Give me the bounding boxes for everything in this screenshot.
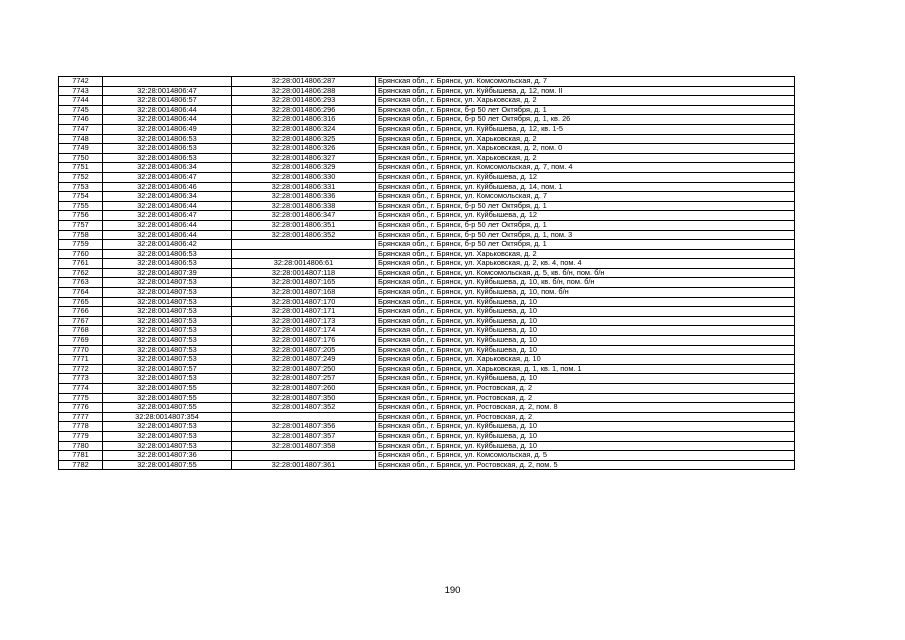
- row-number-cell: 7744: [59, 96, 103, 106]
- address-cell: Брянская обл., г. Брянск, б-р 50 лет Октября, д. 1: [376, 240, 795, 250]
- row-number-cell: 7769: [59, 336, 103, 346]
- object-cadastral-cell: 32:28:0014807:250: [232, 364, 376, 374]
- address-cell: Брянская обл., г. Брянск, ул. Комсомольская, д. 5, кв. б/н, пом. б/н: [376, 268, 795, 278]
- parent-cadastral-cell: 32:28:0014807:53: [103, 288, 232, 298]
- parent-cadastral-cell: 32:28:0014806:49: [103, 124, 232, 134]
- object-cadastral-cell: 32:28:0014806:61: [232, 259, 376, 269]
- object-cadastral-cell: 32:28:0014806:352: [232, 230, 376, 240]
- object-cadastral-cell: 32:28:0014807:171: [232, 307, 376, 317]
- table-row: [59, 230, 795, 240]
- object-cadastral-cell: 32:28:0014806:331: [232, 182, 376, 192]
- parent-cadastral-cell: 32:28:0014807:53: [103, 297, 232, 307]
- parent-cadastral-cell: 32:28:0014807:55: [103, 460, 232, 470]
- object-cadastral-cell: 32:28:0014807:357: [232, 431, 376, 441]
- parent-cadastral-cell: 32:28:0014806:42: [103, 240, 232, 250]
- object-cadastral-cell: 32:28:0014807:358: [232, 441, 376, 451]
- table-row: [59, 355, 795, 365]
- object-cadastral-cell: 32:28:0014806:347: [232, 211, 376, 221]
- parent-cadastral-cell: 32:28:0014807:55: [103, 384, 232, 394]
- address-cell: Брянская обл., г. Брянск, ул. Куйбышева, д. 10: [376, 297, 795, 307]
- address-cell: Брянская обл., г. Брянск, ул. Куйбышева, д. 10: [376, 336, 795, 346]
- table-row: [59, 77, 795, 87]
- address-cell: Брянская обл., г. Брянск, ул. Харьковская, д. 10: [376, 355, 795, 365]
- row-number-cell: 7772: [59, 364, 103, 374]
- table-row: [59, 374, 795, 384]
- address-cell: Брянская обл., г. Брянск, б-р 50 лет Октября, д. 1: [376, 105, 795, 115]
- table-row: [59, 288, 795, 298]
- object-cadastral-cell: 32:28:0014807:257: [232, 374, 376, 384]
- table-row: [59, 422, 795, 432]
- row-number-cell: 7763: [59, 278, 103, 288]
- object-cadastral-cell: 32:28:0014807:260: [232, 384, 376, 394]
- object-cadastral-cell: 32:28:0014806:325: [232, 134, 376, 144]
- object-cadastral-cell: 32:28:0014806:327: [232, 153, 376, 163]
- object-cadastral-cell: 32:28:0014807:173: [232, 316, 376, 326]
- row-number-cell: 7754: [59, 192, 103, 202]
- object-cadastral-cell: 32:28:0014806:296: [232, 105, 376, 115]
- address-cell: Брянская обл., г. Брянск, ул. Комсомольская, д. 7: [376, 77, 795, 87]
- object-cadastral-cell: 32:28:0014806:326: [232, 144, 376, 154]
- row-number-cell: 7779: [59, 431, 103, 441]
- row-number-cell: 7776: [59, 403, 103, 413]
- parent-cadastral-cell: 32:28:0014807:354: [103, 412, 232, 422]
- table-row: [59, 460, 795, 470]
- address-cell: Брянская обл., г. Брянск, б-р 50 лет Октября, д. 1: [376, 220, 795, 230]
- parent-cadastral-cell: 32:28:0014807:53: [103, 326, 232, 336]
- row-number-cell: 7766: [59, 307, 103, 317]
- parent-cadastral-cell: 32:28:0014807:53: [103, 355, 232, 365]
- address-cell: Брянская обл., г. Брянск, ул. Ростовская, д. 2: [376, 412, 795, 422]
- parent-cadastral-cell: 32:28:0014806:44: [103, 201, 232, 211]
- row-number-cell: 7746: [59, 115, 103, 125]
- address-cell: Брянская обл., г. Брянск, ул. Куйбышева, д. 10: [376, 345, 795, 355]
- row-number-cell: 7775: [59, 393, 103, 403]
- address-cell: Брянская обл., г. Брянск, б-р 50 лет Октября, д. 1, пом. 3: [376, 230, 795, 240]
- parent-cadastral-cell: 32:28:0014807:53: [103, 307, 232, 317]
- object-cadastral-cell: 32:28:0014807:350: [232, 393, 376, 403]
- address-cell: Брянская обл., г. Брянск, ул. Куйбышева, д. 10: [376, 441, 795, 451]
- object-cadastral-cell: [232, 240, 376, 250]
- object-cadastral-cell: [232, 249, 376, 259]
- object-cadastral-cell: 32:28:0014806:330: [232, 172, 376, 182]
- row-number-cell: 7757: [59, 220, 103, 230]
- row-number-cell: 7753: [59, 182, 103, 192]
- table-row: [59, 278, 795, 288]
- object-cadastral-cell: 32:28:0014807:165: [232, 278, 376, 288]
- table-row: [59, 192, 795, 202]
- parent-cadastral-cell: 32:28:0014806:53: [103, 249, 232, 259]
- parent-cadastral-cell: 32:28:0014806:47: [103, 172, 232, 182]
- address-cell: Брянская обл., г. Брянск, ул. Ростовская, д. 2, пом. 5: [376, 460, 795, 470]
- page-number: 190: [444, 585, 461, 596]
- parent-cadastral-cell: 32:28:0014806:44: [103, 105, 232, 115]
- address-cell: Брянская обл., г. Брянск, ул. Харьковская, д. 2: [376, 134, 795, 144]
- parent-cadastral-cell: 32:28:0014807:53: [103, 374, 232, 384]
- row-number-cell: 7782: [59, 460, 103, 470]
- address-cell: Брянская обл., г. Брянск, б-р 50 лет Октября, д. 1: [376, 201, 795, 211]
- row-number-cell: 7751: [59, 163, 103, 173]
- table-row: [59, 451, 795, 461]
- object-cadastral-cell: 32:28:0014806:293: [232, 96, 376, 106]
- parent-cadastral-cell: 32:28:0014807:55: [103, 403, 232, 413]
- row-number-cell: 7781: [59, 451, 103, 461]
- address-cell: Брянская обл., г. Брянск, ул. Куйбышева, д. 10: [376, 431, 795, 441]
- object-cadastral-cell: 32:28:0014806:329: [232, 163, 376, 173]
- row-number-cell: 7771: [59, 355, 103, 365]
- table-row: [59, 240, 795, 250]
- row-number-cell: 7777: [59, 412, 103, 422]
- address-cell: Брянская обл., г. Брянск, ул. Куйбышева, д. 10: [376, 374, 795, 384]
- parent-cadastral-cell: 32:28:0014807:57: [103, 364, 232, 374]
- parent-cadastral-cell: 32:28:0014806:47: [103, 86, 232, 96]
- parent-cadastral-cell: 32:28:0014806:46: [103, 182, 232, 192]
- parent-cadastral-cell: 32:28:0014806:44: [103, 115, 232, 125]
- table-row: [59, 182, 795, 192]
- object-cadastral-cell: 32:28:0014807:356: [232, 422, 376, 432]
- object-cadastral-cell: 32:28:0014806:324: [232, 124, 376, 134]
- table-row: [59, 144, 795, 154]
- row-number-cell: 7748: [59, 134, 103, 144]
- row-number-cell: 7759: [59, 240, 103, 250]
- parent-cadastral-cell: 32:28:0014806:53: [103, 134, 232, 144]
- table-row: [59, 364, 795, 374]
- parent-cadastral-cell: 32:28:0014807:53: [103, 278, 232, 288]
- object-cadastral-cell: 32:28:0014806:336: [232, 192, 376, 202]
- row-number-cell: 7743: [59, 86, 103, 96]
- table-row: [59, 115, 795, 125]
- row-number-cell: 7758: [59, 230, 103, 240]
- object-cadastral-cell: 32:28:0014806:338: [232, 201, 376, 211]
- address-cell: Брянская обл., г. Брянск, б-р 50 лет Октября, д. 1, кв. 26: [376, 115, 795, 125]
- row-number-cell: 7742: [59, 77, 103, 87]
- parent-cadastral-cell: 32:28:0014807:36: [103, 451, 232, 461]
- object-cadastral-cell: 32:28:0014806:351: [232, 220, 376, 230]
- table-row: [59, 163, 795, 173]
- parent-cadastral-cell: 32:28:0014807:55: [103, 393, 232, 403]
- address-cell: Брянская обл., г. Брянск, ул. Харьковская, д. 2: [376, 249, 795, 259]
- parent-cadastral-cell: [103, 77, 232, 87]
- parent-cadastral-cell: 32:28:0014806:53: [103, 144, 232, 154]
- table-row: [59, 431, 795, 441]
- register-table: [58, 76, 795, 470]
- address-cell: Брянская обл., г. Брянск, ул. Куйбышева, д. 12: [376, 172, 795, 182]
- parent-cadastral-cell: 32:28:0014806:53: [103, 153, 232, 163]
- table-row: [59, 220, 795, 230]
- object-cadastral-cell: 32:28:0014807:174: [232, 326, 376, 336]
- address-cell: Брянская обл., г. Брянск, ул. Куйбышева, д. 10: [376, 326, 795, 336]
- object-cadastral-cell: [232, 412, 376, 422]
- register-table-body: [59, 77, 795, 470]
- row-number-cell: 7761: [59, 259, 103, 269]
- object-cadastral-cell: 32:28:0014806:316: [232, 115, 376, 125]
- object-cadastral-cell: 32:28:0014807:205: [232, 345, 376, 355]
- object-cadastral-cell: 32:28:0014807:176: [232, 336, 376, 346]
- parent-cadastral-cell: 32:28:0014806:47: [103, 211, 232, 221]
- row-number-cell: 7778: [59, 422, 103, 432]
- address-cell: Брянская обл., г. Брянск, ул. Куйбышева, д. 10, кв. б/н, пом. б/н: [376, 278, 795, 288]
- row-number-cell: 7774: [59, 384, 103, 394]
- table-row: [59, 393, 795, 403]
- row-number-cell: 7749: [59, 144, 103, 154]
- row-number-cell: 7747: [59, 124, 103, 134]
- table-row: [59, 249, 795, 259]
- address-cell: Брянская обл., г. Брянск, ул. Ростовская, д. 2, пом. 8: [376, 403, 795, 413]
- parent-cadastral-cell: 32:28:0014806:53: [103, 259, 232, 269]
- address-cell: Брянская обл., г. Брянск, ул. Куйбышева, д. 12, кв. 1-5: [376, 124, 795, 134]
- table-row: [59, 336, 795, 346]
- address-cell: Брянская обл., г. Брянск, ул. Куйбышева, д. 10: [376, 422, 795, 432]
- row-number-cell: 7764: [59, 288, 103, 298]
- object-cadastral-cell: 32:28:0014807:249: [232, 355, 376, 365]
- parent-cadastral-cell: 32:28:0014807:53: [103, 336, 232, 346]
- table-row: [59, 86, 795, 96]
- address-cell: Брянская обл., г. Брянск, ул. Харьковская, д. 1, кв. 1, пом. 1: [376, 364, 795, 374]
- parent-cadastral-cell: 32:28:0014806:44: [103, 230, 232, 240]
- parent-cadastral-cell: 32:28:0014807:53: [103, 422, 232, 432]
- object-cadastral-cell: 32:28:0014807:361: [232, 460, 376, 470]
- object-cadastral-cell: 32:28:0014807:118: [232, 268, 376, 278]
- object-cadastral-cell: 32:28:0014807:352: [232, 403, 376, 413]
- address-cell: Брянская обл., г. Брянск, ул. Комсомольская, д. 5: [376, 451, 795, 461]
- address-cell: Брянская обл., г. Брянск, ул. Харьковская, д. 2, пом. 0: [376, 144, 795, 154]
- parent-cadastral-cell: 32:28:0014807:53: [103, 431, 232, 441]
- parent-cadastral-cell: 32:28:0014807:53: [103, 345, 232, 355]
- object-cadastral-cell: 32:28:0014807:170: [232, 297, 376, 307]
- table-row: [59, 412, 795, 422]
- table-row: [59, 172, 795, 182]
- parent-cadastral-cell: 32:28:0014806:34: [103, 192, 232, 202]
- address-cell: Брянская обл., г. Брянск, ул. Харьковская, д. 2: [376, 153, 795, 163]
- address-cell: Брянская обл., г. Брянск, ул. Куйбышева, д. 10: [376, 316, 795, 326]
- parent-cadastral-cell: 32:28:0014806:44: [103, 220, 232, 230]
- row-number-cell: 7745: [59, 105, 103, 115]
- parent-cadastral-cell: 32:28:0014807:39: [103, 268, 232, 278]
- address-cell: Брянская обл., г. Брянск, ул. Куйбышева, д. 10, пом. б/н: [376, 288, 795, 298]
- parent-cadastral-cell: 32:28:0014806:57: [103, 96, 232, 106]
- table-row: [59, 441, 795, 451]
- address-cell: Брянская обл., г. Брянск, ул. Куйбышева, д. 14, пом. 1: [376, 182, 795, 192]
- table-row: [59, 307, 795, 317]
- address-cell: Брянская обл., г. Брянск, ул. Харьковская, д. 2, кв. 4, пом. 4: [376, 259, 795, 269]
- address-cell: Брянская обл., г. Брянск, ул. Харьковская, д. 2: [376, 96, 795, 106]
- address-cell: Брянская обл., г. Брянск, ул. Ростовская, д. 2: [376, 384, 795, 394]
- address-cell: Брянская обл., г. Брянск, ул. Комсомольская, д. 7: [376, 192, 795, 202]
- table-row: [59, 268, 795, 278]
- table-row: [59, 403, 795, 413]
- row-number-cell: 7752: [59, 172, 103, 182]
- table-row: [59, 345, 795, 355]
- parent-cadastral-cell: 32:28:0014807:53: [103, 316, 232, 326]
- address-cell: Брянская обл., г. Брянск, ул. Куйбышева, д. 10: [376, 307, 795, 317]
- table-row: [59, 96, 795, 106]
- address-cell: Брянская обл., г. Брянск, ул. Куйбышева, д. 12: [376, 211, 795, 221]
- table-row: [59, 259, 795, 269]
- object-cadastral-cell: 32:28:0014807:168: [232, 288, 376, 298]
- table-row: [59, 153, 795, 163]
- table-row: [59, 384, 795, 394]
- row-number-cell: 7770: [59, 345, 103, 355]
- table-row: [59, 326, 795, 336]
- object-cadastral-cell: 32:28:0014806:288: [232, 86, 376, 96]
- table-row: [59, 124, 795, 134]
- table-row: [59, 297, 795, 307]
- address-cell: Брянская обл., г. Брянск, ул. Ростовская, д. 2: [376, 393, 795, 403]
- table-row: [59, 201, 795, 211]
- row-number-cell: 7756: [59, 211, 103, 221]
- object-cadastral-cell: 32:28:0014806:287: [232, 77, 376, 87]
- table-row: [59, 316, 795, 326]
- row-number-cell: 7755: [59, 201, 103, 211]
- row-number-cell: 7750: [59, 153, 103, 163]
- parent-cadastral-cell: 32:28:0014807:53: [103, 441, 232, 451]
- address-cell: Брянская обл., г. Брянск, ул. Куйбышева, д. 12, пом. II: [376, 86, 795, 96]
- address-cell: Брянская обл., г. Брянск, ул. Комсомольская, д. 7, пом. 4: [376, 163, 795, 173]
- row-number-cell: 7765: [59, 297, 103, 307]
- table-row: [59, 211, 795, 221]
- table-row: [59, 134, 795, 144]
- row-number-cell: 7760: [59, 249, 103, 259]
- row-number-cell: 7780: [59, 441, 103, 451]
- object-cadastral-cell: [232, 451, 376, 461]
- row-number-cell: 7762: [59, 268, 103, 278]
- row-number-cell: 7768: [59, 326, 103, 336]
- row-number-cell: 7773: [59, 374, 103, 384]
- parent-cadastral-cell: 32:28:0014806:34: [103, 163, 232, 173]
- row-number-cell: 7767: [59, 316, 103, 326]
- table-row: [59, 105, 795, 115]
